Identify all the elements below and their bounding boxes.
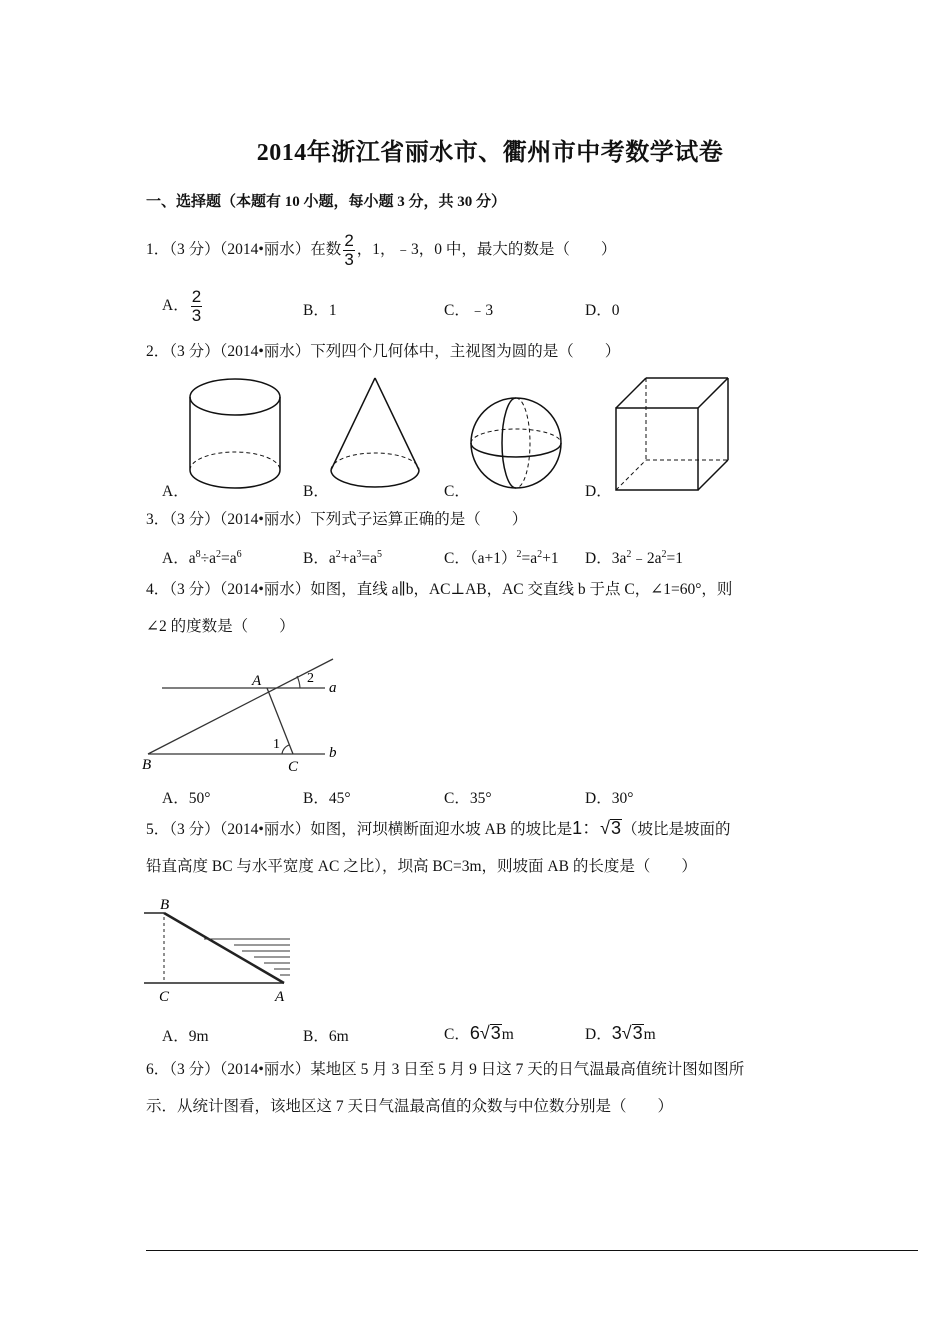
q1-option-a[interactable]: A． $\frac{2}{3}$: [162, 287, 202, 325]
page-title: 2014年浙江省丽水市、衢州市中考数学试卷: [256, 140, 724, 166]
cone-figure: [325, 375, 430, 495]
q3-option-d[interactable]: D．$3a^2﹣2a^2=1$: [585, 549, 683, 567]
q4-option-c[interactable]: C．35°: [444, 790, 492, 807]
q1-option-c[interactable]: C．﹣3: [444, 302, 494, 319]
question-3: 3．（3 分）（2014•丽水）下列式子运算正确的是（ ）: [146, 511, 528, 528]
line-AC: [267, 688, 293, 754]
slope-ratio: 1：√3: [572, 818, 622, 838]
q2-option-c[interactable]: C．: [444, 483, 470, 500]
question-1: [146, 232, 616, 269]
label-C: C: [288, 759, 299, 775]
question-6-line-2: 示．从统计图看，该地区这 7 天日气温最高值的众数与中位数分别是（ ）: [146, 1098, 674, 1115]
cylinder-figure: [185, 375, 290, 495]
q4-option-a[interactable]: A．50°: [162, 790, 211, 807]
angle-1-arc: [282, 745, 289, 754]
fraction-two-thirds: $\frac{2}{3}$: [344, 231, 354, 269]
dam-cross-section-figure: [142, 895, 297, 1005]
label-angle-1: 1: [273, 737, 280, 752]
question-4-line-2: ∠2 的度数是（ ）: [146, 618, 295, 635]
q5-option-b[interactable]: B．6m: [303, 1028, 349, 1045]
label-C: C: [159, 989, 170, 1005]
angle-2-arc: [297, 676, 300, 688]
q3-option-b[interactable]: B．$a^2+a^3=a^5$: [303, 549, 382, 567]
q5-option-c[interactable]: C．6√3m: [444, 1023, 514, 1043]
question-6-line-1: 6．（3 分）（2014•丽水）某地区 5 月 3 日至 5 月 9 日这 7 天的日气温最高值统计图如图所: [146, 1061, 745, 1078]
section-heading: 一、选择题（本题有 10 小题，每小题 3 分，共 30 分）: [146, 194, 507, 210]
q1-option-d[interactable]: D．0: [585, 302, 620, 319]
q2-option-d[interactable]: D．: [585, 483, 612, 500]
question-2: 2．（3 分）（2014•丽水）下列四个几何体中，主视图为圆的是（ ）: [146, 343, 621, 360]
q3-option-a[interactable]: A．$a^8\div a^2=a^6$: [162, 549, 242, 567]
question-4-line-1: 4．（3 分）（2014•丽水）如图，直线 a∥b，AC⊥AB，AC 交直线 b 于点 C，∠1=60°，则: [146, 581, 733, 598]
q5-option-a[interactable]: A．9m: [162, 1028, 209, 1045]
cube-figure: [610, 372, 735, 497]
label-B: B: [142, 757, 152, 773]
q4-option-d[interactable]: D．30°: [585, 790, 634, 807]
label-B: B: [160, 897, 170, 913]
question-5-line-2: 铅直高度 BC 与水平宽度 AC 之比），坝高 BC=3m，则坡面 AB 的长度是（ ）: [146, 858, 697, 875]
fraction-two-thirds: $\frac{2}{3}$: [191, 287, 202, 325]
footer-divider: [146, 1250, 918, 1251]
q2-option-b[interactable]: B．: [303, 483, 329, 500]
question-1-prefix: 1．（3 分）（2014•丽水）在数: [146, 241, 342, 259]
q4-option-b[interactable]: B．45°: [303, 790, 351, 807]
label-angle-2: 2: [307, 671, 314, 686]
label-A: A: [275, 989, 285, 1005]
line-bA: [148, 659, 333, 754]
question-5-line-1: 5．（3 分）（2014•丽水）如图，河坝横断面迎水坡 AB 的坡比是1：√3（坡比是坡面的: [146, 818, 731, 838]
q2-option-a[interactable]: A．: [162, 483, 189, 500]
slope-AB: [164, 913, 284, 983]
question-1-suffix: ，1，﹣3，0 中，最大的数是（ ）: [356, 241, 617, 259]
q3-option-c[interactable]: C．$(a+1)^2=a^2+1$: [444, 549, 559, 567]
q5-option-d[interactable]: D．3√3m: [585, 1023, 656, 1043]
label-A: A: [252, 673, 262, 689]
q1-option-b[interactable]: B．1: [303, 302, 337, 319]
parallel-lines-figure: [140, 655, 350, 775]
label-a: a: [329, 680, 337, 696]
sphere-figure: [468, 395, 568, 495]
label-b: b: [329, 745, 337, 761]
